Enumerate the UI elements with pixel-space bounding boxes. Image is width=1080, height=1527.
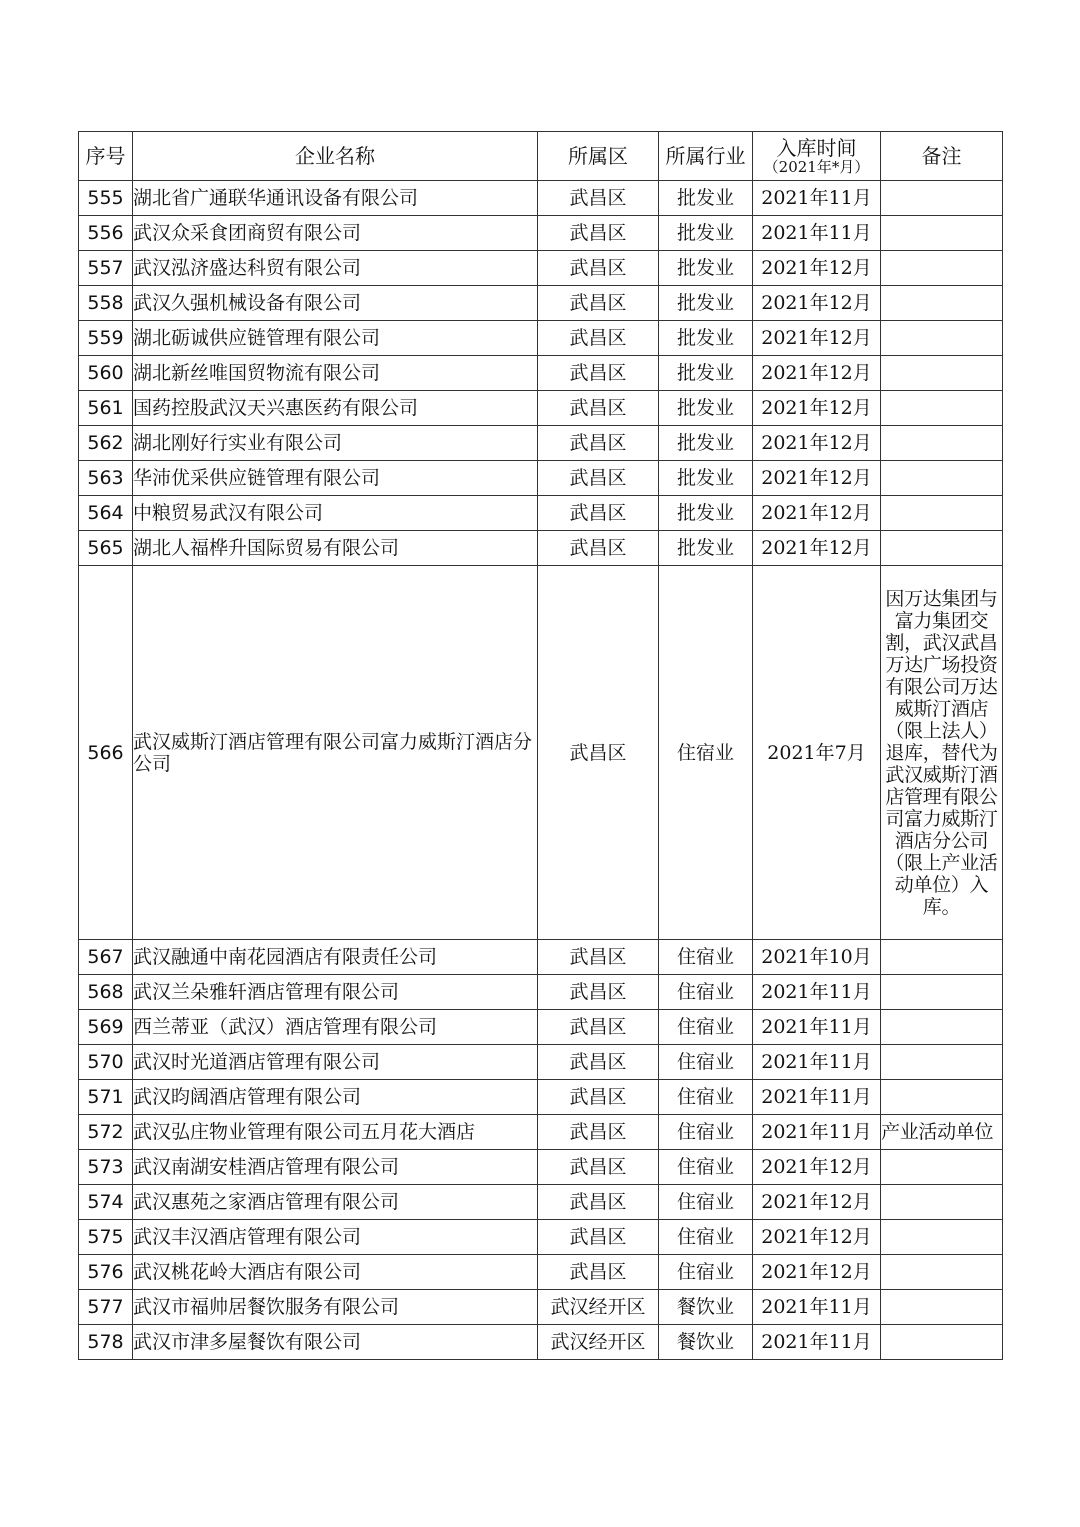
table-row (79, 1045, 1003, 1080)
table-row (79, 181, 1003, 216)
row-seq: 571 (79, 1080, 133, 1115)
row-industry: 批发业 (659, 251, 753, 286)
table-row (79, 1255, 1003, 1290)
row-note (881, 251, 1003, 286)
row-note (881, 286, 1003, 321)
row-industry: 住宿业 (659, 1080, 753, 1115)
row-seq: 569 (79, 1010, 133, 1045)
header-row (79, 132, 1003, 181)
row-note (881, 531, 1003, 566)
row-note: 因万达集团与富力集团交割，武汉武昌万达广场投资有限公司万达威斯汀酒店（限上法人）退库，替代为武汉威斯汀酒店管理有限公司富力威斯汀酒店分公司（限上产业活动单位）入库。 (881, 566, 1003, 940)
row-industry: 批发业 (659, 496, 753, 531)
row-district: 武昌区 (538, 321, 659, 356)
row-district: 武昌区 (538, 251, 659, 286)
row-company-name: 武汉桃花岭大酒店有限公司 (133, 1255, 538, 1290)
row-industry: 餐饮业 (659, 1325, 753, 1360)
row-industry: 批发业 (659, 461, 753, 496)
header-date (753, 132, 881, 181)
row-note (881, 1185, 1003, 1220)
row-note (881, 181, 1003, 216)
row-date: 2021年12月 (753, 461, 881, 496)
table-row (79, 975, 1003, 1010)
row-date: 2021年12月 (753, 531, 881, 566)
row-company-name: 武汉泓济盛达科贸有限公司 (133, 251, 538, 286)
row-note (881, 461, 1003, 496)
row-district: 武汉经开区 (538, 1290, 659, 1325)
row-seq: 578 (79, 1325, 133, 1360)
row-note (881, 1010, 1003, 1045)
row-seq: 562 (79, 426, 133, 461)
table-row (79, 1080, 1003, 1115)
row-industry: 批发业 (659, 426, 753, 461)
row-date: 2021年12月 (753, 356, 881, 391)
row-date: 2021年11月 (753, 181, 881, 216)
row-seq: 568 (79, 975, 133, 1010)
row-date: 2021年11月 (753, 1325, 881, 1360)
row-industry: 住宿业 (659, 1150, 753, 1185)
row-seq: 563 (79, 461, 133, 496)
row-district: 武昌区 (538, 1185, 659, 1220)
table-row (79, 426, 1003, 461)
row-note (881, 1290, 1003, 1325)
row-date: 2021年11月 (753, 975, 881, 1010)
row-company-name: 湖北砺诚供应链管理有限公司 (133, 321, 538, 356)
row-company-name: 武汉丰汉酒店管理有限公司 (133, 1220, 538, 1255)
row-company-name: 中粮贸易武汉有限公司 (133, 496, 538, 531)
row-company-name: 湖北刚好行实业有限公司 (133, 426, 538, 461)
table-row (79, 1150, 1003, 1185)
table-row (79, 940, 1003, 975)
row-company-name: 湖北新丝唯国贸物流有限公司 (133, 356, 538, 391)
row-company-name: 武汉市福帅居餐饮服务有限公司 (133, 1290, 538, 1325)
row-district: 武昌区 (538, 181, 659, 216)
row-company-name: 武汉惠苑之家酒店管理有限公司 (133, 1185, 538, 1220)
row-district: 武昌区 (538, 1080, 659, 1115)
row-district: 武昌区 (538, 216, 659, 251)
row-seq: 555 (79, 181, 133, 216)
row-company-name: 武汉威斯汀酒店管理有限公司富力威斯汀酒店分公司 (133, 566, 538, 940)
row-company-name: 武汉南湖安桂酒店管理有限公司 (133, 1150, 538, 1185)
table-row (79, 1185, 1003, 1220)
header-industry: 所属行业 (659, 132, 753, 181)
row-note (881, 321, 1003, 356)
row-date: 2021年12月 (753, 251, 881, 286)
header-date-sub: （2021年*月） (763, 157, 870, 176)
row-seq: 576 (79, 1255, 133, 1290)
row-industry: 批发业 (659, 391, 753, 426)
row-company-name: 武汉时光道酒店管理有限公司 (133, 1045, 538, 1080)
row-industry: 住宿业 (659, 1045, 753, 1080)
row-date: 2021年11月 (753, 1115, 881, 1150)
row-date: 2021年12月 (753, 321, 881, 356)
row-district: 武昌区 (538, 1150, 659, 1185)
row-company-name: 湖北省广通联华通讯设备有限公司 (133, 181, 538, 216)
row-date: 2021年12月 (753, 286, 881, 321)
row-date: 2021年12月 (753, 1255, 881, 1290)
row-date: 2021年12月 (753, 496, 881, 531)
row-date: 2021年11月 (753, 216, 881, 251)
table-row (79, 286, 1003, 321)
row-company-name: 华沛优采供应链管理有限公司 (133, 461, 538, 496)
row-date: 2021年11月 (753, 1080, 881, 1115)
row-district: 武昌区 (538, 356, 659, 391)
row-district: 武昌区 (538, 975, 659, 1010)
row-date: 2021年12月 (753, 1185, 881, 1220)
row-district: 武昌区 (538, 391, 659, 426)
row-date: 2021年12月 (753, 426, 881, 461)
row-district: 武昌区 (538, 1115, 659, 1150)
row-company-name: 西兰蒂亚（武汉）酒店管理有限公司 (133, 1010, 538, 1045)
row-company-name: 武汉众采食团商贸有限公司 (133, 216, 538, 251)
row-district: 武昌区 (538, 1010, 659, 1045)
row-note (881, 426, 1003, 461)
row-date: 2021年11月 (753, 1045, 881, 1080)
table-row (79, 1115, 1003, 1150)
row-company-name: 武汉融通中南花园酒店有限责任公司 (133, 940, 538, 975)
row-industry: 住宿业 (659, 1115, 753, 1150)
row-industry: 住宿业 (659, 1255, 753, 1290)
table-row (79, 391, 1003, 426)
header-note: 备注 (881, 132, 1003, 181)
row-industry: 批发业 (659, 356, 753, 391)
row-seq: 573 (79, 1150, 133, 1185)
row-company-name: 武汉兰朵雅轩酒店管理有限公司 (133, 975, 538, 1010)
row-seq: 575 (79, 1220, 133, 1255)
row-date: 2021年11月 (753, 1010, 881, 1045)
row-industry: 住宿业 (659, 940, 753, 975)
row-industry: 住宿业 (659, 1220, 753, 1255)
row-seq: 567 (79, 940, 133, 975)
row-note (881, 1220, 1003, 1255)
row-industry: 住宿业 (659, 975, 753, 1010)
table-row (79, 216, 1003, 251)
row-seq: 557 (79, 251, 133, 286)
row-industry: 住宿业 (659, 1010, 753, 1045)
row-date: 2021年10月 (753, 940, 881, 975)
row-district: 武昌区 (538, 286, 659, 321)
row-seq: 572 (79, 1115, 133, 1150)
row-company-name: 国药控股武汉天兴惠医药有限公司 (133, 391, 538, 426)
row-note (881, 216, 1003, 251)
row-note (881, 1150, 1003, 1185)
row-date: 2021年12月 (753, 1220, 881, 1255)
row-note (881, 1255, 1003, 1290)
row-industry: 餐饮业 (659, 1290, 753, 1325)
table-row (79, 1290, 1003, 1325)
row-industry: 批发业 (659, 181, 753, 216)
table-row (79, 531, 1003, 566)
row-seq: 564 (79, 496, 133, 531)
row-district: 武昌区 (538, 426, 659, 461)
row-note (881, 1080, 1003, 1115)
row-date: 2021年12月 (753, 391, 881, 426)
row-industry: 住宿业 (659, 1185, 753, 1220)
row-note (881, 391, 1003, 426)
row-industry: 批发业 (659, 286, 753, 321)
row-district: 武昌区 (538, 1255, 659, 1290)
header-date-main: 入库时间 (776, 135, 857, 160)
row-district: 武昌区 (538, 940, 659, 975)
table-row (79, 461, 1003, 496)
row-company-name: 武汉昀阔酒店管理有限公司 (133, 1080, 538, 1115)
row-seq: 561 (79, 391, 133, 426)
row-company-name: 武汉市津多屋餐饮有限公司 (133, 1325, 538, 1360)
row-seq: 577 (79, 1290, 133, 1325)
row-industry: 批发业 (659, 321, 753, 356)
table-row (79, 251, 1003, 286)
row-date: 2021年12月 (753, 1150, 881, 1185)
row-date: 2021年11月 (753, 1290, 881, 1325)
table-row (79, 566, 1003, 940)
header-name: 企业名称 (133, 132, 538, 181)
enterprise-table (78, 131, 1003, 1360)
table-row (79, 1325, 1003, 1360)
row-district: 武汉经开区 (538, 1325, 659, 1360)
row-note (881, 496, 1003, 531)
table-row (79, 496, 1003, 531)
row-company-name: 湖北人福桦升国际贸易有限公司 (133, 531, 538, 566)
row-district: 武昌区 (538, 1220, 659, 1255)
row-note (881, 940, 1003, 975)
row-company-name: 武汉久强机械设备有限公司 (133, 286, 538, 321)
row-district: 武昌区 (538, 531, 659, 566)
row-industry: 住宿业 (659, 566, 753, 940)
row-seq: 574 (79, 1185, 133, 1220)
row-industry: 批发业 (659, 531, 753, 566)
row-note (881, 1045, 1003, 1080)
table-body (79, 181, 1003, 1360)
row-seq: 570 (79, 1045, 133, 1080)
row-district: 武昌区 (538, 496, 659, 531)
row-seq: 566 (79, 566, 133, 940)
row-seq: 560 (79, 356, 133, 391)
table-row (79, 356, 1003, 391)
row-district: 武昌区 (538, 1045, 659, 1080)
row-date: 2021年7月 (753, 566, 881, 940)
row-industry: 批发业 (659, 216, 753, 251)
row-note (881, 356, 1003, 391)
row-seq: 565 (79, 531, 133, 566)
table-row (79, 1010, 1003, 1045)
row-note (881, 975, 1003, 1010)
row-district: 武昌区 (538, 566, 659, 940)
row-seq: 558 (79, 286, 133, 321)
table-row (79, 321, 1003, 356)
header-district: 所属区 (538, 132, 659, 181)
row-seq: 556 (79, 216, 133, 251)
table-row (79, 1220, 1003, 1255)
row-district: 武昌区 (538, 461, 659, 496)
row-note: 产业活动单位 (881, 1115, 1003, 1150)
row-seq: 559 (79, 321, 133, 356)
header-seq: 序号 (79, 132, 133, 181)
row-note (881, 1325, 1003, 1360)
row-company-name: 武汉弘庄物业管理有限公司五月花大酒店 (133, 1115, 538, 1150)
